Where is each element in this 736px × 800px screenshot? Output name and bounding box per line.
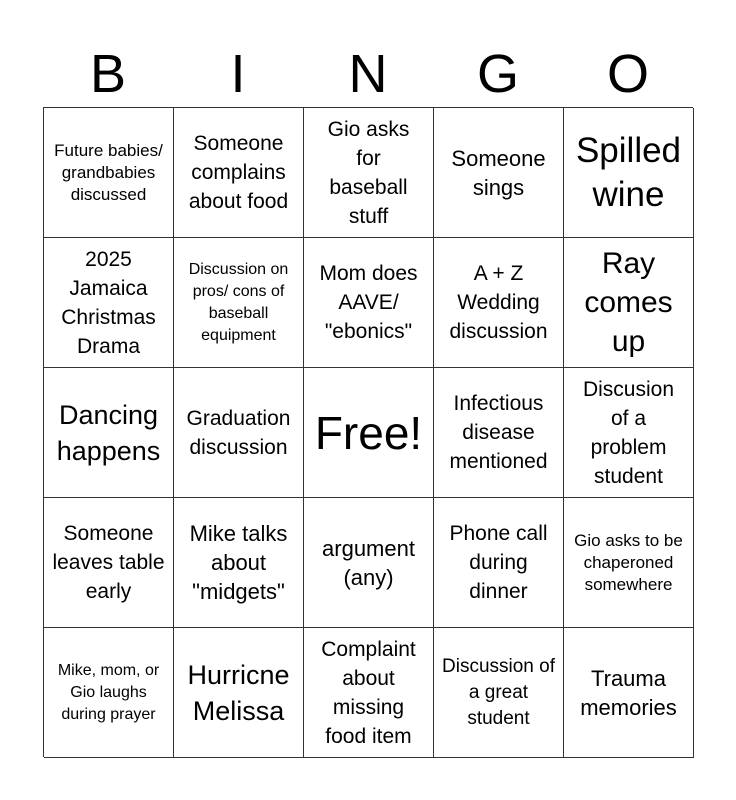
- cell-text: Discusion of a problem student: [582, 377, 675, 488]
- cell-text: Mike talks about "midgets": [189, 521, 288, 604]
- cell-text: Spilled wine: [575, 130, 682, 214]
- cell-text: Future babies/ grandbabies discussed: [54, 140, 163, 204]
- cell-text: Mom does AAVE/ "ebonics": [319, 262, 418, 343]
- bingo-cell[interactable]: [434, 368, 564, 498]
- bingo-cell[interactable]: [174, 498, 304, 628]
- bingo-cell[interactable]: [564, 108, 694, 238]
- free-space-text: Free!: [314, 406, 423, 459]
- bingo-cell[interactable]: [304, 238, 434, 368]
- cell-text: Someone leaves table early: [52, 522, 165, 603]
- cell-text: 2025 Jamaica Christmas Drama: [61, 247, 156, 358]
- header-letter-i: I: [230, 44, 246, 104]
- bingo-cell[interactable]: [304, 108, 434, 238]
- bingo-cell[interactable]: [174, 238, 304, 368]
- cell-text: Gio asks for baseball stuff: [327, 117, 410, 228]
- cell-text: Someone complains about food: [188, 132, 289, 213]
- cell-text: A + Z Wedding discussion: [449, 262, 548, 343]
- bingo-cell[interactable]: [44, 498, 174, 628]
- header-letter-g: G: [476, 44, 519, 104]
- bingo-cell[interactable]: [434, 628, 564, 758]
- cell-text: Mike, mom, or Gio laughs during prayer: [57, 661, 160, 723]
- bingo-cell[interactable]: [174, 108, 304, 238]
- bingo-cell[interactable]: [304, 628, 434, 758]
- cell-text: Infectious disease mentioned: [449, 392, 548, 473]
- cell-text: Complaint about missing food item: [321, 637, 416, 748]
- bingo-cell[interactable]: [44, 368, 174, 498]
- bingo-cell[interactable]: [44, 108, 174, 238]
- bingo-cell[interactable]: [174, 368, 304, 498]
- bingo-cell[interactable]: [304, 498, 434, 628]
- bingo-cell[interactable]: [564, 628, 694, 758]
- cell-text: argument (any): [322, 535, 415, 590]
- bingo-cell[interactable]: [434, 238, 564, 368]
- bingo-board: [43, 107, 693, 757]
- cell-text: Ray comes up: [584, 247, 673, 358]
- free-space-cell[interactable]: [304, 368, 434, 498]
- header-letter-o: O: [606, 44, 649, 104]
- bingo-cell[interactable]: [564, 238, 694, 368]
- cell-text: Trauma memories: [580, 665, 677, 720]
- cell-text: Discussion of a great student: [442, 655, 555, 729]
- cell-text: Discussion on pros/ cons of baseball equipment: [188, 260, 289, 344]
- header-letter-n: N: [348, 44, 388, 104]
- cell-text: Hurricne Melissa: [187, 659, 290, 726]
- cell-text: Graduation discussion: [186, 406, 291, 459]
- header-letter-b: B: [89, 44, 127, 104]
- bingo-cell[interactable]: [174, 628, 304, 758]
- bingo-header: [43, 40, 693, 108]
- bingo-cell[interactable]: [44, 628, 174, 758]
- cell-text: Dancing happens: [56, 399, 161, 466]
- bingo-cell[interactable]: [564, 498, 694, 628]
- cell-text: Gio asks to be chaperoned somewhere: [574, 530, 683, 594]
- bingo-cell[interactable]: [564, 368, 694, 498]
- cell-text: Phone call during dinner: [449, 522, 548, 603]
- bingo-cell[interactable]: [44, 238, 174, 368]
- cell-text: Someone sings: [451, 145, 546, 200]
- bingo-cell[interactable]: [434, 498, 564, 628]
- bingo-cell[interactable]: [434, 108, 564, 238]
